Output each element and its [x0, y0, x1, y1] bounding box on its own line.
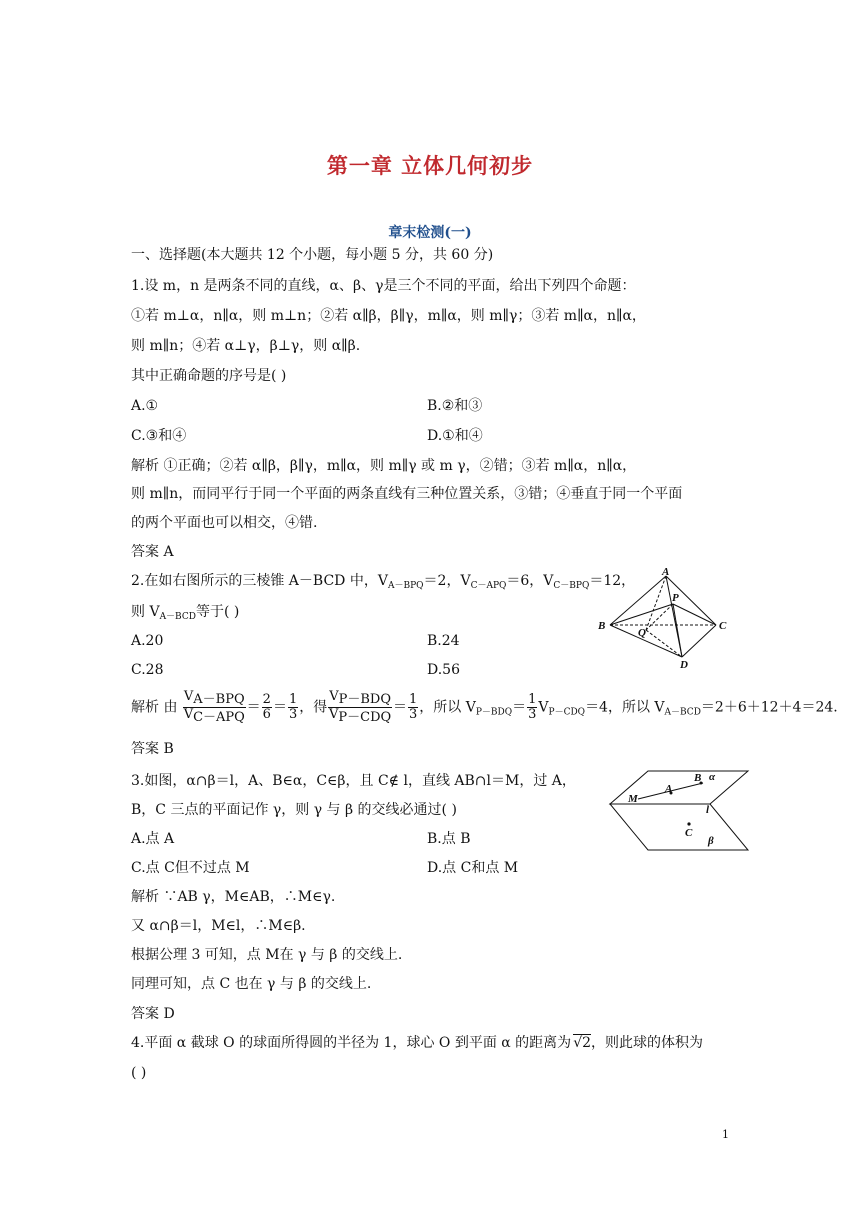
q1-stem-line1: 1.设 m，n 是两条不同的直线，α、β、γ是三个不同的平面，给出下列四个命题：	[131, 278, 636, 294]
q1-stem-line3: 则 m∥n；④若 α⊥γ，β⊥γ，则 α∥β.	[131, 338, 361, 354]
q2-answer: 答案 B	[131, 741, 174, 757]
q3-explanation-line4: 同理可知，点 C 也在 γ 与 β 的交线上.	[131, 976, 372, 992]
q1-option-d: D.①和④	[427, 428, 483, 444]
fig-label-d: D	[680, 659, 688, 671]
fraction: $\frac{\text{VA－BPQ}}{\text{VC－APQ}}$	[183, 689, 245, 725]
q1-answer: 答案 A	[131, 544, 174, 560]
pyramid-figure	[598, 566, 738, 674]
fig-label-alpha: α	[709, 771, 716, 783]
q1-explanation-line3: 的两个平面也可以相交，④错.	[131, 515, 318, 531]
q2-stem-line1: 2.在如右图所示的三棱锥 A－BCD 中，$V_{A-BPQ}=2$，$V_{C-APQ}=6$，$V_{C-BPQ}=12$，	[131, 573, 636, 591]
q2-explanation: 解析 由 $\frac{\text{VA－BPQ}}{\text{VC－APQ}}$ ＝ $\frac{2}{6}$ ＝ $\frac{1}{3}$ ，得 $\frac{\text{VP－BDQ}}{\text{VP－CDQ}}$ ＝ $\frac{1}{3}$ ，所以 $V_{P-BDQ}=$ $\frac{1}{3}$ $V_{P-CDQ}=4$，所以 $V_{A-BCD}=2+6+12+4=24$.	[131, 689, 838, 725]
fraction: $\frac{2}{6}$	[262, 692, 271, 722]
planes-figure	[608, 766, 754, 858]
q1-stem-line2: ①若 m⊥α，n∥α，则 m⊥n；②若 α∥β，β∥γ，m∥α，则 m∥γ；③若 m∥α，n∥α，	[131, 308, 646, 324]
q2-option-a: A.20	[131, 633, 164, 649]
q2-option-d: D.56	[427, 662, 460, 678]
q1-option-c: C.③和④	[131, 428, 187, 444]
q2-option-b: B.24	[427, 633, 460, 649]
q1-explanation-line2: 则 m∥n，而同平行于同一个平面的两条直线有三种位置关系，③错；④垂直于同一个平面	[131, 486, 683, 502]
q3-stem-line1: 3.如图，α∩β＝l，A、B∈α，C∈β，且 C∉ l，直线 AB∩l＝M，过 A，	[131, 773, 576, 789]
q3-option-a: A.点 A	[131, 831, 175, 847]
q3-explanation-line3: 根据公理 3 可知，点 M在 γ 与 β 的交线上.	[131, 947, 403, 963]
fraction: $\frac{1}{3}$	[528, 692, 537, 722]
q1-explanation-line1: 解析 ①正确；②若 α∥β，β∥γ，m∥α，则 m∥γ 或 m γ，②错；③若 m∥α，n∥α，	[131, 458, 637, 474]
fig-label-l: l	[706, 804, 710, 816]
fig-label-a: A	[662, 566, 670, 578]
chapter-title: 第一章 立体几何初步	[326, 153, 534, 178]
fig-label-beta: β	[708, 835, 714, 847]
q1-stem-line4: 其中正确命题的序号是( )	[131, 368, 287, 384]
fig-label-b: B	[694, 772, 702, 784]
part-heading: 一、选择题(本大题共 12 个小题，每小题 5 分，共 60 分)	[131, 247, 494, 263]
fraction: $\frac{\text{VP－BDQ}}{\text{VP－CDQ}}$	[329, 689, 392, 725]
fig-label-a: A	[665, 783, 673, 795]
fig-label-c: C	[719, 620, 727, 632]
fraction: $\frac{1}{3}$	[288, 692, 298, 722]
fraction: $\frac{1}{3}$	[409, 692, 418, 722]
fig-label-q: Q	[638, 627, 646, 639]
q3-explanation-line2: 又 α∩β＝l，M∈l，∴M∈β.	[131, 918, 306, 934]
q2-option-c: C.28	[131, 662, 164, 678]
q3-explanation-line1: 解析 ∵AB γ，M∈AB，∴M∈γ.	[131, 889, 336, 905]
q4-stem-line2: ( )	[131, 1065, 147, 1081]
q1-option-b: B.②和③	[427, 398, 483, 414]
section-title: 章末检测(一)	[388, 225, 472, 241]
q3-option-b: B.点 B	[427, 831, 471, 847]
fig-label-b: B	[598, 620, 606, 632]
q2-stem-line2: 则 $V_{A-BCD}$等于( )	[131, 604, 240, 622]
q3-answer: 答案 D	[131, 1006, 175, 1022]
fig-label-c: C	[685, 827, 693, 839]
q1-option-a: A.①	[131, 398, 159, 414]
sqrt-sign: √2	[573, 1035, 592, 1051]
q3-option-c: C.点 C但不过点 M	[131, 860, 250, 876]
page-number: 1	[722, 1128, 729, 1141]
fig-label-p: P	[672, 592, 679, 604]
fig-label-m: M	[628, 793, 638, 805]
q4-stem-line1: 4.平面 α 截球 O 的球面所得圆的半径为 1，球心 O 到平面 α 的距离为 √2，则此球的体积为	[131, 1035, 704, 1051]
q3-stem-line2: B，C 三点的平面记作 γ，则 γ 与 β 的交线必通过( )	[131, 802, 457, 818]
q3-option-d: D.点 C和点 M	[427, 860, 519, 876]
